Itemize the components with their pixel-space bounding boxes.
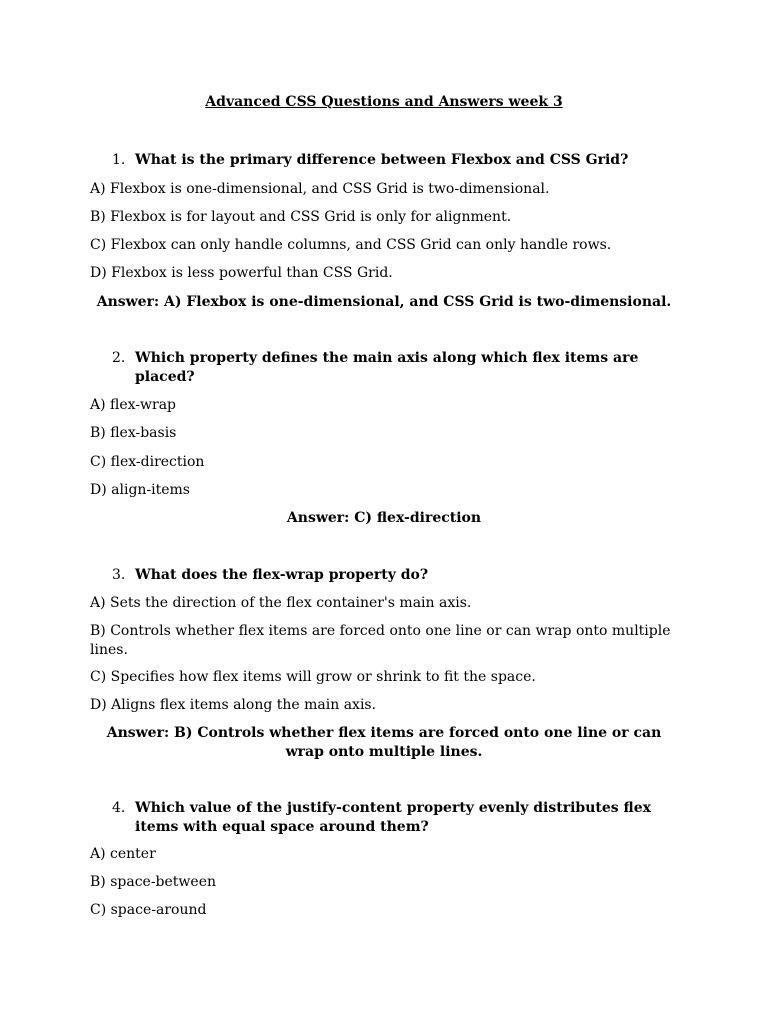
option-d: D) Flexbox is less powerful than CSS Grid.	[90, 265, 393, 281]
answer-1: Answer: A) Flexbox is one-dimensional, and CSS Grid is two-dimensional.	[96, 294, 672, 310]
question-number: 3.	[112, 567, 126, 583]
question-4	[112, 799, 652, 836]
question-2	[112, 349, 652, 386]
question-1	[112, 151, 652, 170]
option-c: C) Flexbox can only handle columns, and CSS Grid can only handle rows.	[90, 237, 612, 253]
option-a: A) Flexbox is one-dimensional, and CSS Grid is two-dimensional.	[90, 181, 550, 197]
question-text: What is the primary difference between Flexbox and CSS Grid?	[135, 152, 629, 168]
option-c: C) flex-direction	[90, 454, 205, 470]
question-number: 4.	[112, 800, 126, 816]
question-number: 2.	[112, 350, 126, 366]
option-c: C) Specifies how flex items will grow or shrink to fit the space.	[90, 669, 536, 685]
question-3	[112, 566, 652, 585]
question-text: What does the flex-wrap property do?	[135, 567, 429, 583]
question-number: 1.	[112, 152, 126, 168]
option-d: D) Aligns flex items along the main axis.	[90, 697, 377, 713]
document-title: Advanced CSS Questions and Answers week 3	[205, 94, 563, 110]
option-b: B) Controls whether flex items are forced onto one line or can wrap onto multiple lines.	[90, 623, 671, 658]
option-b: B) space-between	[90, 874, 216, 890]
answer-2: Answer: C) flex-direction	[286, 510, 482, 526]
option-a: A) center	[90, 846, 156, 862]
question-text: Which property defines the main axis along which flex items are placed?	[135, 350, 639, 385]
option-b: B) Flexbox is for layout and CSS Grid is only for alignment.	[90, 209, 512, 225]
option-a: A) Sets the direction of the flex container's main axis.	[90, 595, 472, 611]
answer-3: Answer: B) Controls whether flex items are forced onto one line or can wrap onto multiple lines.	[106, 725, 662, 760]
option-b: B) flex-basis	[90, 425, 177, 441]
option-d: D) align-items	[90, 482, 190, 498]
question-text: Which value of the justify-content property evenly distributes flex items with equal space around them?	[135, 800, 651, 835]
option-a: A) flex-wrap	[90, 397, 177, 413]
option-c: C) space-around	[90, 902, 207, 918]
